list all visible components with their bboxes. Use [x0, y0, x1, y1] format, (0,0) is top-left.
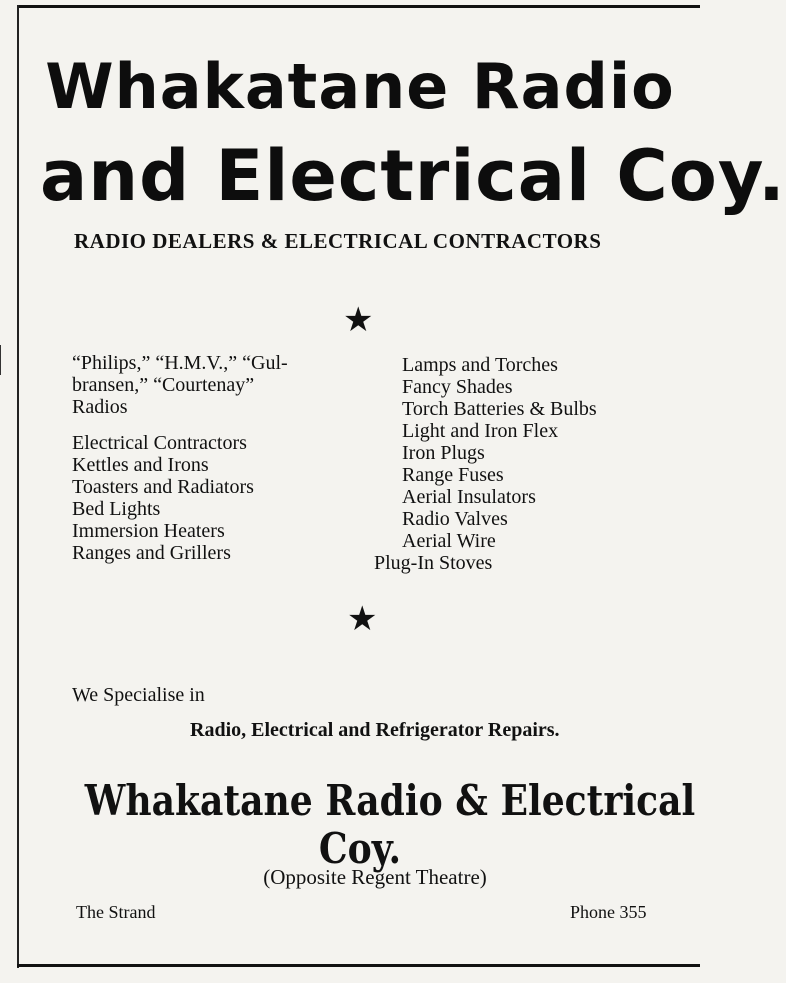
- list-item: Radios: [72, 396, 128, 418]
- list-item: “Philips,” “H.M.V.,” “Gul-: [72, 352, 288, 374]
- star-ornament-icon: ★: [347, 601, 378, 638]
- list-item: Bed Lights: [72, 498, 161, 520]
- headline-line-2: and Electrical Coy.: [40, 135, 786, 217]
- top-border: [18, 5, 700, 8]
- left-border: [17, 5, 19, 968]
- list-item: Kettles and Irons: [72, 454, 209, 476]
- list-item: Fancy Shades: [402, 376, 513, 398]
- star-ornament-icon: ★: [343, 302, 374, 339]
- right-product-list: [374, 354, 597, 574]
- footer-business-name-suffix: Coy.: [318, 824, 402, 873]
- list-item: Lamps and Torches: [402, 354, 558, 376]
- list-item: Toasters and Radiators: [72, 476, 254, 498]
- list-item: Aerial Insulators: [402, 486, 536, 508]
- street-address: The Strand: [76, 902, 156, 922]
- edge-mark: [0, 345, 5, 375]
- list-item: Range Fuses: [402, 464, 504, 486]
- list-item: bransen,” “Courtenay”: [72, 374, 255, 396]
- repair-services: Radio, Electrical and Refrigerator Repairs.: [190, 719, 560, 741]
- list-item: Plug-In Stoves: [374, 552, 493, 574]
- list-item: Aerial Wire: [402, 530, 496, 552]
- subheading: RADIO DEALERS & ELECTRICAL CONTRACTORS: [74, 229, 602, 253]
- list-item: Electrical Contractors: [72, 432, 247, 454]
- list-item: Iron Plugs: [402, 442, 485, 464]
- left-product-list: [72, 352, 288, 564]
- phone-number: Phone 355: [570, 902, 647, 922]
- list-item: Immersion Heaters: [72, 520, 225, 542]
- bottom-border: [17, 964, 700, 967]
- list-item: Radio Valves: [402, 508, 508, 530]
- list-item: Ranges and Grillers: [72, 542, 231, 564]
- specialise-intro: We Specialise in: [72, 684, 205, 706]
- list-item: Light and Iron Flex: [402, 420, 559, 442]
- footer-business-name: Whakatane Radio & Electrical: [84, 776, 696, 825]
- list-item: Torch Batteries & Bulbs: [402, 398, 597, 420]
- headline-line-1: Whakatane Radio: [45, 50, 675, 123]
- location-note: (Opposite Regent Theatre): [263, 865, 487, 889]
